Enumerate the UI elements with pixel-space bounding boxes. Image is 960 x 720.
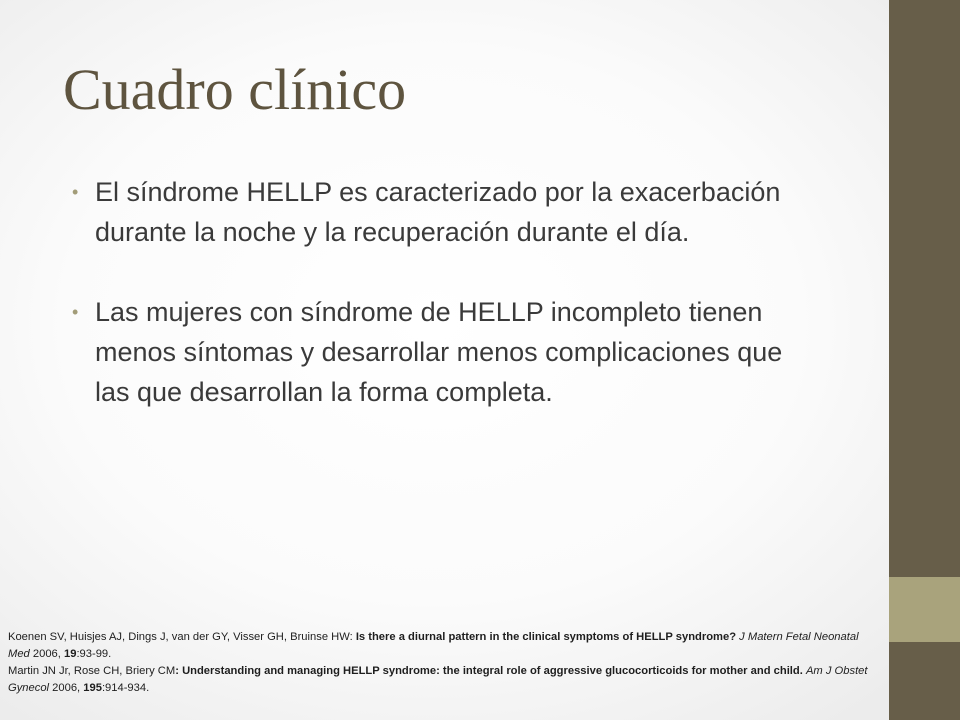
reference-authors: Koenen SV, Huisjes AJ, Dings J, van der GY, Visser GH, Bruinse HW: [8, 631, 350, 643]
bullet-icon: •: [72, 182, 79, 202]
reference-separator: :: [349, 631, 356, 643]
bullet-icon: •: [72, 302, 79, 322]
reference-volume: 19: [63, 648, 77, 660]
reference-title: Is there a diurnal pattern in the clinical symptoms of HELLP syndrome?: [355, 631, 737, 643]
reference-journal: Am J Obstet Gynecol: [8, 665, 868, 694]
reference-item: [8, 629, 868, 663]
slide-title: Cuadro clínico: [63, 57, 407, 122]
sidebar-accent-band: [889, 577, 960, 642]
bullet-item: [72, 292, 802, 412]
bullet-text: Las mujeres con síndrome de HELLP incompleto tienen menos síntomas y desarrollar menos complicaciones que las que desarrollan la forma completa.: [95, 297, 783, 407]
reference-year: 2006,: [49, 682, 84, 694]
reference-authors: Martin JN Jr, Rose CH, Briery CM: [8, 665, 176, 677]
bullet-list: [72, 172, 802, 412]
reference-separator: :: [175, 665, 183, 677]
reference-journal: J Matern Fetal Neonatal Med: [8, 631, 859, 660]
bullet-text: El síndrome HELLP es caracterizado por la exacerbación durante la noche y la recuperación durante el día.: [95, 177, 781, 247]
reference-pages: :93-99.: [76, 648, 112, 660]
reference-pages: :914-934.: [101, 682, 150, 694]
reference-item: [8, 663, 868, 697]
references: [8, 629, 868, 697]
reference-year: 2006,: [29, 648, 64, 660]
reference-title: Understanding and managing HELLP syndrome: the integral role of aggressive glucocorticoids for mother and child.: [182, 665, 803, 677]
reference-volume: 195: [83, 682, 102, 694]
bullet-item: [72, 172, 802, 252]
